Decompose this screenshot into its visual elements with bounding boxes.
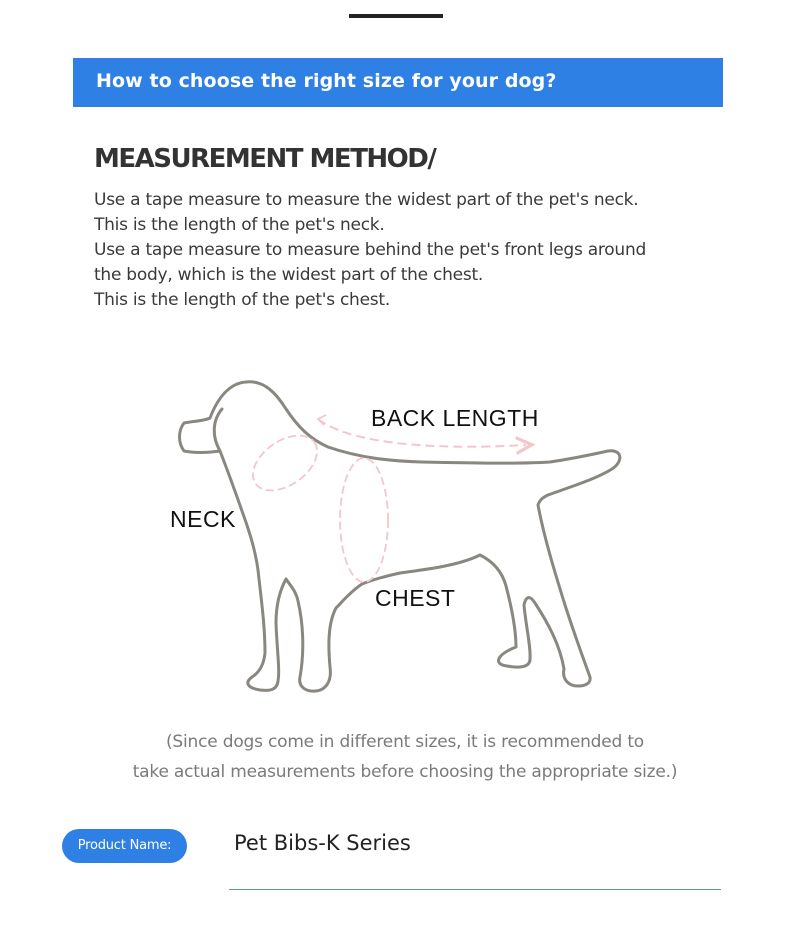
size-note bbox=[95, 727, 715, 787]
method-line: This is the length of the pet's neck. bbox=[94, 215, 385, 235]
method-description bbox=[94, 188, 734, 313]
chest-label: CHEST bbox=[375, 585, 456, 611]
product-name-label: Product Name: bbox=[77, 838, 172, 853]
method-line: Use a tape measure to measure behind the pet's front legs around bbox=[94, 240, 647, 260]
dog-ear-outline bbox=[214, 409, 222, 451]
product-divider bbox=[229, 889, 721, 890]
banner-title: How to choose the right size for your dog? bbox=[96, 70, 557, 92]
neck-guide bbox=[243, 424, 327, 501]
product-name-value: Pet Bibs-K Series bbox=[234, 831, 411, 855]
neck-label: NECK bbox=[170, 506, 236, 532]
note-line: take actual measurements before choosing the appropriate size.) bbox=[132, 762, 678, 782]
method-line: the body, which is the widest part of the chest. bbox=[94, 265, 484, 285]
method-heading: MEASUREMENT METHOD/ bbox=[94, 144, 436, 174]
note-line: (Since dogs come in different sizes, it is recommended to bbox=[166, 732, 644, 752]
method-line: This is the length of the pet's chest. bbox=[94, 290, 390, 310]
back-length-label: BACK LENGTH bbox=[371, 405, 539, 431]
section-banner bbox=[73, 58, 723, 107]
chest-guide bbox=[340, 458, 388, 582]
product-name-badge bbox=[62, 829, 187, 863]
top-divider bbox=[349, 14, 443, 18]
dog-measurement-diagram bbox=[150, 365, 650, 705]
method-line: Use a tape measure to measure the widest part of the pet's neck. bbox=[94, 190, 639, 210]
